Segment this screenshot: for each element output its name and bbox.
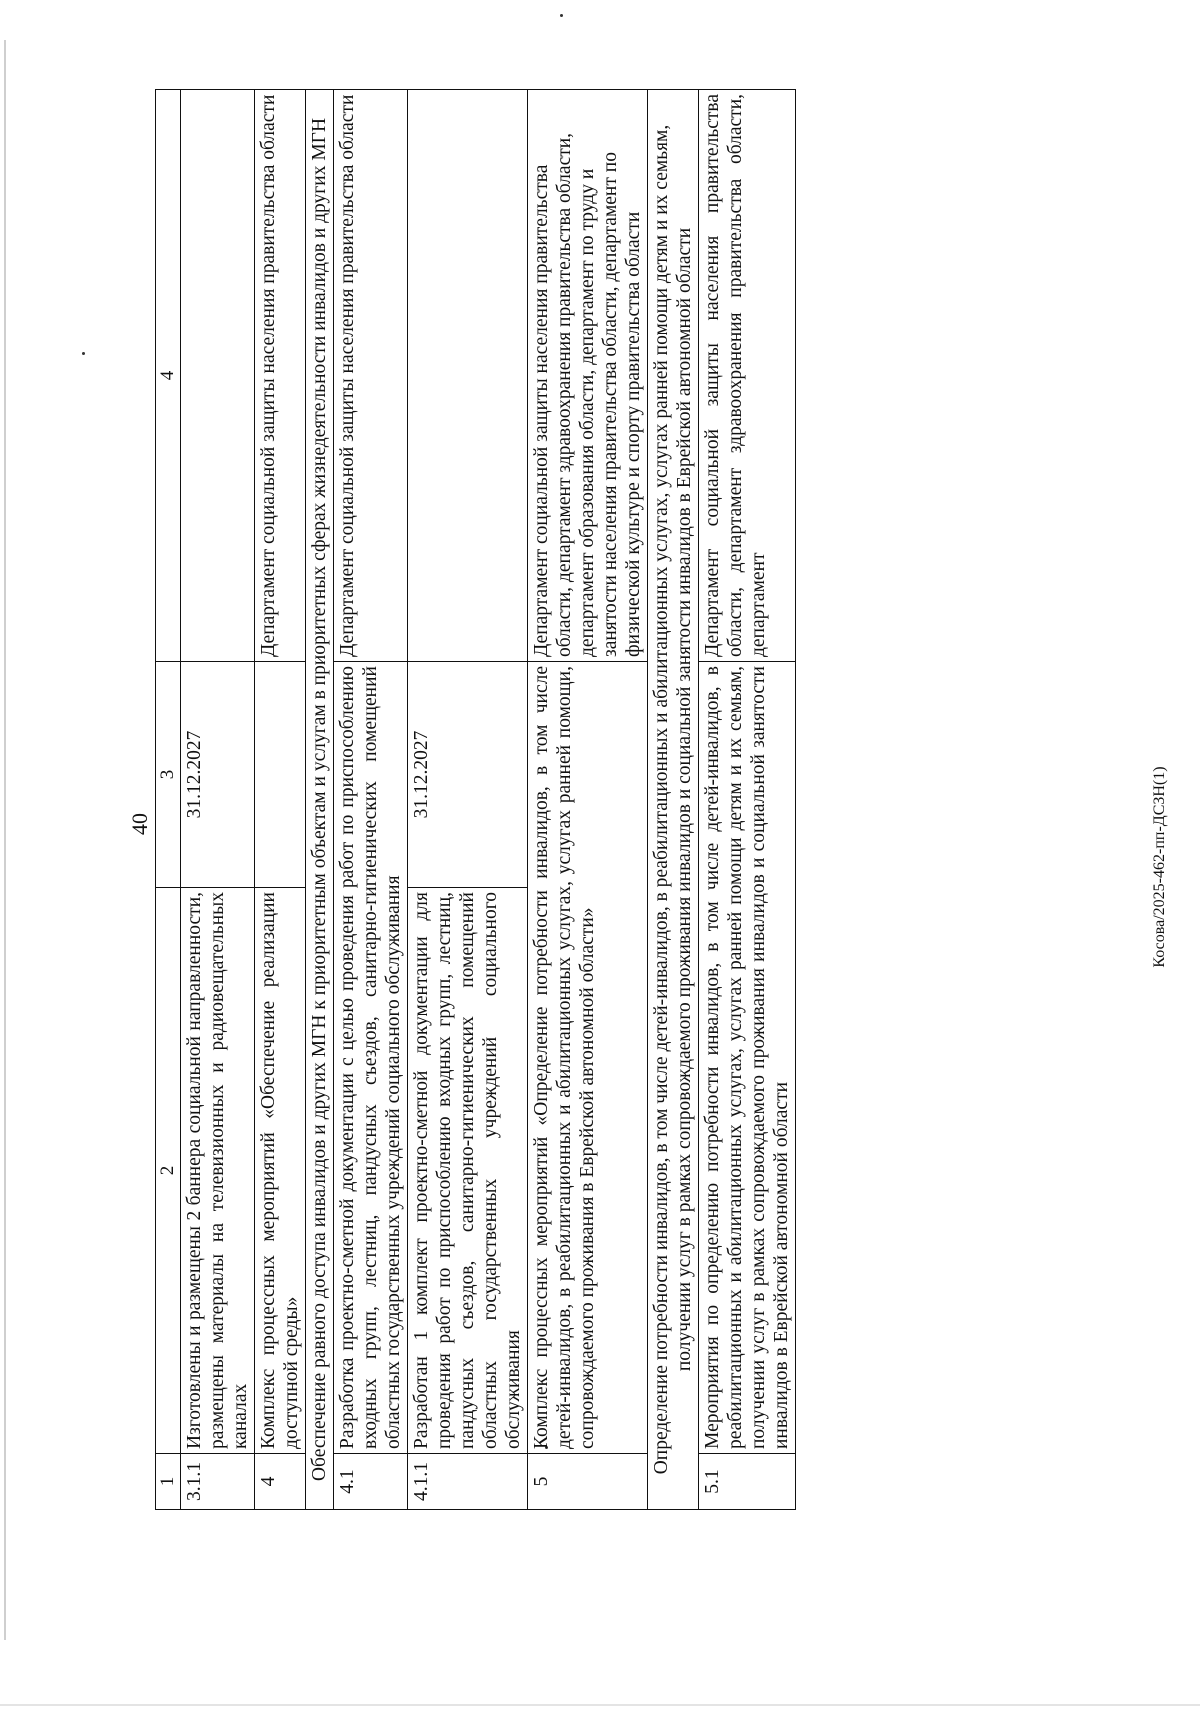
- section-heading: Определение потребности инвалидов, в том числе детей-инвалидов, в реабилитационных и абилитационных услугах, услугах ранней помощи детям и их семьям, получении услуг в рамках сопровождаемого проживания инвалидов и социальной занятости инвалидов в Еврейской автономной области: [648, 90, 699, 1510]
- row-responsible: Департамент социальной защиты населения правительства области: [334, 90, 408, 662]
- row-text: Комплекс процессных мероприятий «Определение потребности инвалидов, в том числе детей-инвалидов, в реабилитационных и абилитационных услугах, услугах ранней помощи, сопровождаемого проживания в Еврейской автономной области»: [528, 662, 648, 1454]
- row-responsible: [408, 90, 528, 662]
- row-responsible: [181, 90, 255, 662]
- scan-edge-bottom: [0, 1704, 1200, 1706]
- header-cell: 2: [156, 888, 181, 1454]
- row-number: 3.1.1: [181, 1454, 255, 1510]
- row-text: Мероприятия по определению потребности инвалидов, в том числе детей-инвалидов, в реабилитационных и абилитационных услугах, услугах ранней помощи детям и их семьям, получении услуг в рамках сопровождаемого проживания инвалидов и социальной занятости инвалидов в Еврейской автономной области: [699, 662, 796, 1454]
- table-row: [528, 90, 648, 1510]
- rotated-table-sheet: [155, 90, 995, 1510]
- header-cell: 3: [156, 662, 181, 888]
- row-date: 31.12.2027: [408, 662, 528, 888]
- row-number: 5.1: [699, 1454, 796, 1510]
- scan-speck: [82, 352, 85, 355]
- row-number: 4.1: [334, 1454, 408, 1510]
- table-row: [699, 90, 796, 1510]
- row-responsible: Департамент социальной защиты населения правительства области, департамент здравоохранения правительства области, департамент образования области, департамент по труду и занятости населения правительства области, департамент по физической культуре и спорту правительства области: [528, 90, 648, 662]
- scan-edge-left: [4, 40, 6, 1640]
- row-number: 4.1.1: [408, 1454, 528, 1510]
- page-number: 40: [127, 813, 152, 835]
- row-responsible: Департамент социальной защиты населения правительства области: [255, 90, 306, 662]
- table-row: [255, 90, 306, 1510]
- table-header-row: [156, 90, 181, 1510]
- header-cell: 4: [156, 90, 181, 662]
- header-cell: 1: [156, 1454, 181, 1510]
- table-row: [408, 90, 528, 1510]
- row-text: Разработан 1 комплект проектно-сметной документации для проведения работ по приспособлению входных групп, лестниц, пандусных съездов, санитарно-гигиенических помещений областных государственных учреждений социального обслуживания: [408, 888, 528, 1454]
- row-number: 5: [528, 1454, 648, 1510]
- table-row: [334, 90, 408, 1510]
- row-text: Изготовлены и размещены 2 баннера социальной направленности, размещены материалы на телевизионных и радиовещательных каналах: [181, 888, 255, 1454]
- section-row: [306, 90, 334, 1510]
- row-text: Разработка проектно-сметной документации с целью проведения работ по приспособлению входных групп, лестниц, пандусных съездов, санитарно-гигиенических помещений областных государственных учреждений социального обслуживания: [334, 662, 408, 1454]
- row-text: Комплекс процессных мероприятий «Обеспечение реализации доступной среды»: [255, 888, 306, 1454]
- table-row: [181, 90, 255, 1510]
- section-heading: Обеспечение равного доступа инвалидов и других МГН к приоритетным объектам и услугам в приоритетных сферах жизнедеятельности инвалидов и других МГН: [306, 90, 334, 1510]
- row-date: [255, 662, 306, 888]
- row-date: 31.12.2027: [181, 662, 255, 888]
- document-code: Косова/2025-462-пп-ДСЗН(1): [1151, 766, 1168, 968]
- program-table: [155, 89, 796, 1510]
- section-row: [648, 90, 699, 1510]
- scan-speck: [560, 14, 563, 17]
- row-responsible: Департамент социальной защиты населения правительства области, департамент здравоохранения правительства области, департамент: [699, 90, 796, 662]
- row-number: 4: [255, 1454, 306, 1510]
